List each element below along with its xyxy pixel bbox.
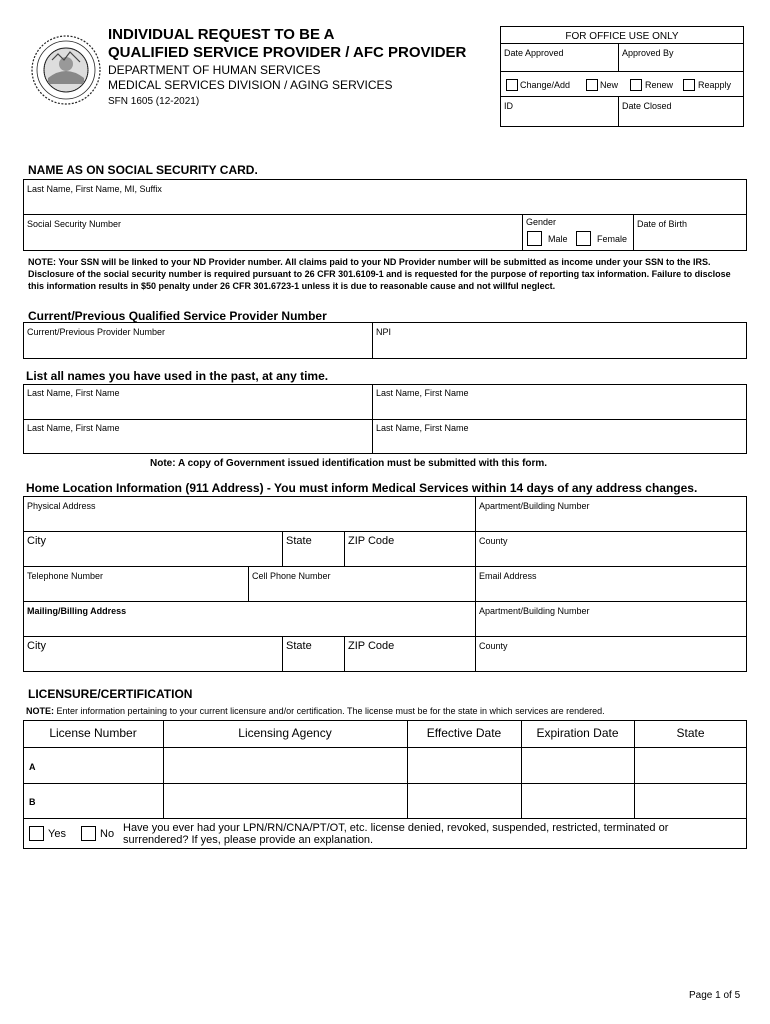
divider	[23, 214, 747, 215]
state-seal-logo	[30, 34, 102, 106]
page-number: Page 1 of 5	[689, 990, 741, 1001]
divider	[475, 531, 476, 566]
divider	[248, 566, 249, 601]
divider	[23, 531, 747, 532]
form-title-line2: QUALIFIED SERVICE PROVIDER / AFC PROVIDER	[108, 44, 467, 61]
zip-field[interactable]: ZIP Code	[348, 535, 395, 547]
form-title-line1: INDIVIDUAL REQUEST TO BE A	[108, 26, 335, 43]
row-label-a: A	[29, 762, 36, 772]
divider	[344, 636, 345, 672]
divider	[522, 214, 523, 251]
divider	[475, 496, 476, 531]
form-number: SFN 1605 (12-2021)	[108, 96, 200, 107]
license-question-line1: Have you ever had your LPN/RN/CNA/PT/OT, etc. license denied, revoked, suspended, restricted, terminated or	[123, 822, 669, 834]
change-add-checkbox[interactable]	[506, 79, 518, 91]
approved-by-field[interactable]: Approved By	[622, 48, 674, 58]
gender-label: Gender	[526, 217, 557, 227]
column-header-licensing-agency: Licensing Agency	[238, 726, 332, 740]
divider	[23, 747, 747, 748]
female-checkbox[interactable]	[576, 231, 591, 246]
license-question-line2: surrendered? If yes, please provide an explanation.	[123, 834, 374, 846]
division-name: MEDICAL SERVICES DIVISION / AGING SERVICES	[108, 78, 393, 92]
reapply-checkbox[interactable]	[683, 79, 695, 91]
county-field[interactable]: County	[479, 536, 508, 546]
divider	[633, 214, 634, 251]
name-field[interactable]: Last Name, First Name, MI, Suffix	[27, 184, 162, 194]
column-header-license-number: License Number	[49, 726, 137, 740]
past-name-field-3[interactable]: Last Name, First Name	[27, 423, 120, 433]
mailing-county-field[interactable]: County	[479, 641, 508, 651]
past-names-heading: List all names you have used in the past, at any time.	[26, 369, 329, 383]
divider	[344, 531, 345, 566]
divider	[23, 566, 747, 567]
yes-checkbox[interactable]	[29, 826, 44, 841]
divider	[23, 419, 747, 420]
divider	[475, 636, 476, 672]
row-label-b: B	[29, 797, 36, 807]
licensure-note-text: Enter information pertaining to your current licensure and/or certification. The license must be for the state in which services are rendered.	[54, 706, 605, 716]
mailing-address-field[interactable]: Mailing/Billing Address	[27, 606, 127, 616]
no-checkbox[interactable]	[81, 826, 96, 841]
mailing-city-field[interactable]: City	[27, 640, 46, 652]
divider	[618, 43, 619, 71]
mailing-state-field[interactable]: State	[286, 640, 312, 652]
divider	[282, 531, 283, 566]
column-header-state: State	[676, 726, 705, 740]
divider	[500, 71, 744, 72]
male-checkbox[interactable]	[527, 231, 542, 246]
office-use-title: FOR OFFICE USE ONLY	[565, 31, 679, 42]
divider	[475, 601, 476, 636]
divider	[475, 566, 476, 601]
cell-phone-field[interactable]: Cell Phone Number	[252, 571, 331, 581]
email-field[interactable]: Email Address	[479, 571, 537, 581]
renew-label: Renew	[645, 80, 674, 90]
name-section-heading: NAME AS ON SOCIAL SECURITY CARD.	[28, 163, 258, 177]
past-name-field-4[interactable]: Last Name, First Name	[376, 423, 469, 433]
divider	[500, 96, 744, 97]
licensure-note-prefix: NOTE:	[26, 706, 54, 716]
state-field[interactable]: State	[286, 535, 312, 547]
licensure-heading: LICENSURE/CERTIFICATION	[28, 687, 193, 701]
change-add-label: Change/Add	[520, 80, 571, 90]
past-name-field-1[interactable]: Last Name, First Name	[27, 388, 120, 398]
new-label: New	[600, 80, 619, 90]
provider-number-field[interactable]: Current/Previous Provider Number	[27, 327, 166, 337]
id-note: Note: A copy of Government issued identification must be submitted with this form.	[150, 458, 548, 469]
ssn-note: NOTE: Your SSN will be linked to your ND Provider number. All claims paid to your ND Provider number will be submitted as income under your SSN to the IRS. Disclosure of the social security number is required pursuant to 26 CFR 301.6109-1 and is requested for the purpose of reporting tax information. Failure to disclose this information results in $50 penalty under 26 CFR 301.6723-1 unless it is due to reasonable cause and not willful neglect.	[28, 257, 731, 291]
date-approved-field[interactable]: Date Approved	[504, 48, 564, 58]
divider	[23, 636, 747, 637]
physical-address-field[interactable]: Physical Address	[27, 501, 96, 511]
mailing-apartment-field[interactable]: Apartment/Building Number	[479, 606, 590, 616]
male-label: Male	[548, 234, 568, 244]
city-field[interactable]: City	[27, 535, 46, 547]
new-checkbox[interactable]	[586, 79, 598, 91]
divider	[618, 96, 619, 127]
reapply-label: Reapply	[698, 80, 732, 90]
divider	[23, 783, 747, 784]
renew-checkbox[interactable]	[630, 79, 642, 91]
apartment-field[interactable]: Apartment/Building Number	[479, 501, 590, 511]
telephone-field[interactable]: Telephone Number	[27, 571, 104, 581]
yes-label: Yes	[48, 828, 66, 840]
home-location-heading: Home Location Information (911 Address) - You must inform Medical Services within 14 days of any address changes.	[26, 481, 698, 495]
mailing-zip-field[interactable]: ZIP Code	[348, 640, 395, 652]
provider-section-heading: Current/Previous Qualified Service Provider Number	[28, 309, 327, 323]
dob-field[interactable]: Date of Birth	[637, 219, 688, 229]
department-name: DEPARTMENT OF HUMAN SERVICES	[108, 63, 321, 77]
divider	[23, 818, 747, 819]
ssn-field[interactable]: Social Security Number	[27, 219, 122, 229]
date-closed-field[interactable]: Date Closed	[622, 101, 672, 111]
id-field[interactable]: ID	[504, 101, 513, 111]
column-header-effective-date: Effective Date	[426, 726, 502, 740]
column-header-expiration-date: Expiration Date	[536, 726, 619, 740]
past-name-field-2[interactable]: Last Name, First Name	[376, 388, 469, 398]
divider	[23, 601, 747, 602]
divider	[372, 322, 373, 359]
divider	[500, 43, 744, 44]
licensure-note	[26, 706, 605, 717]
female-label: Female	[597, 234, 628, 244]
npi-field[interactable]: NPI	[376, 327, 392, 337]
no-label: No	[100, 828, 115, 840]
divider	[282, 636, 283, 672]
